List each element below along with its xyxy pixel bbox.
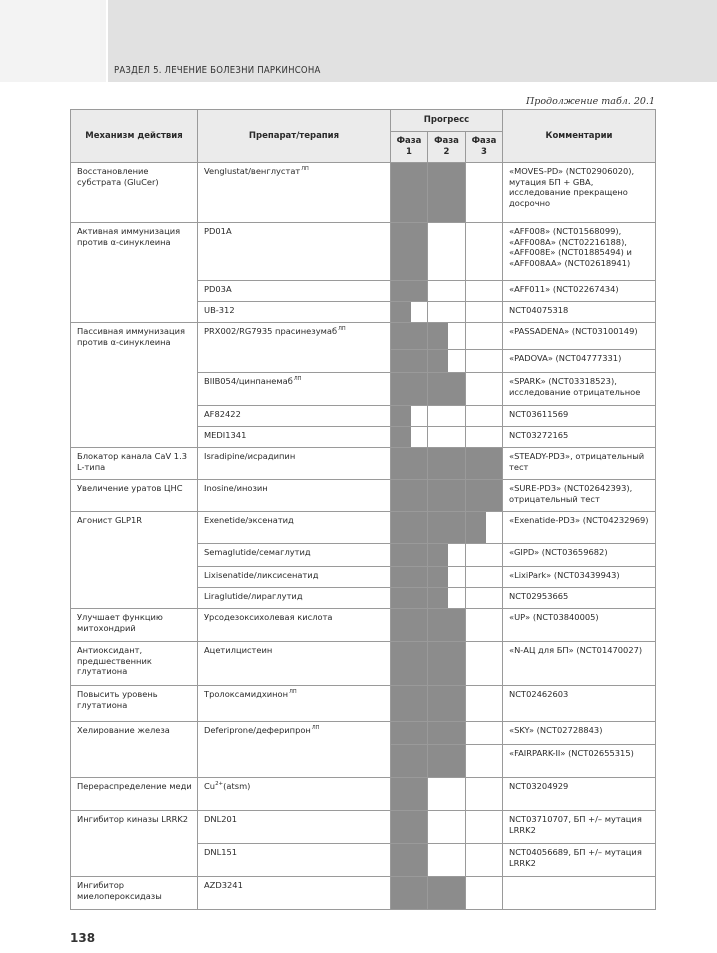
comment-cell: «SURE-PD3» (NCT02642393), отрицательный тест — [503, 480, 656, 512]
table-row — [71, 448, 656, 480]
phase-2-progress-cell — [428, 427, 466, 448]
phase-1-progress-cell — [391, 373, 428, 406]
drug-cell — [198, 223, 391, 281]
phase-2-progress-cell — [428, 302, 466, 323]
drug-name: Cu — [204, 781, 216, 791]
mechanism-cell: Блокатор канала CaV 1.3 L-типа — [71, 448, 198, 480]
table-row — [71, 163, 656, 223]
comment-cell: «PADOVA» (NCT04777331) — [503, 350, 656, 373]
charge-superscript: 2+ — [215, 781, 224, 788]
header-comments: Комментарии — [503, 110, 656, 163]
drug-name: Урсодезоксихолевая кислота — [204, 612, 333, 622]
phase-2-progress-cell — [428, 745, 466, 778]
comment-cell: «SKY» (NCT02728843) — [503, 722, 656, 745]
phase-2-progress-cell — [428, 642, 466, 686]
drug-cell — [198, 448, 391, 480]
table-row — [71, 223, 656, 281]
phase-1-progress-cell — [391, 811, 428, 844]
comment-cell: NCT02462603 — [503, 686, 656, 722]
phase-3-progress-cell — [466, 163, 503, 223]
mechanism-cell: Антиоксидант, предшественник глутатиона — [71, 642, 198, 686]
drug-cell — [198, 844, 391, 877]
comment-cell: «FAIRPARK-II» (NCT02655315) — [503, 745, 656, 778]
mechanism-cell: Активная иммунизация против α-синуклеина — [71, 223, 198, 323]
phase-1-progress-cell — [391, 642, 428, 686]
drug-cell — [198, 778, 391, 811]
phase-2-progress-cell — [428, 223, 466, 281]
phase-1-progress-cell — [391, 778, 428, 811]
drug-cell — [198, 281, 391, 302]
drug-cell — [198, 406, 391, 427]
mechanism-cell: Пассивная иммунизация против α-синуклеина — [71, 323, 198, 448]
phase-3-progress-cell — [466, 302, 503, 323]
phase-3-progress-cell — [466, 844, 503, 877]
phase-1-progress-cell — [391, 877, 428, 910]
phase-3-progress-cell — [466, 373, 503, 406]
phase-3-progress-cell — [466, 350, 503, 373]
comment-cell: «AFF008» (NCT01568099), «AFF008A» (NCT02216188), «AFF008E» (NCT01885494) и «AFF008AA» (NCT02618941) — [503, 223, 656, 281]
header-phase-2: Фаза 2 — [428, 132, 466, 163]
partial-progress-fill — [428, 588, 448, 608]
phase-2-progress-cell — [428, 686, 466, 722]
partial-progress-fill — [466, 512, 486, 543]
phase-1-progress-cell — [391, 512, 428, 544]
clinical-trials-table — [70, 109, 656, 910]
phase-2-progress-cell — [428, 844, 466, 877]
comment-cell — [503, 877, 656, 910]
phase-3-progress-cell — [466, 427, 503, 448]
section-title: РАЗДЕЛ 5. ЛЕЧЕНИЕ БОЛЕЗНИ ПАРКИНСОНА — [114, 65, 321, 76]
phase-1-progress-cell — [391, 544, 428, 567]
drug-name: Liraglutide/лираглутид — [204, 591, 303, 601]
partial-progress-fill — [391, 302, 411, 322]
drug-name: Isradipine/исрадипин — [204, 451, 296, 461]
mechanism-cell: Перераспределение меди — [71, 778, 198, 811]
phase-3-progress-cell — [466, 609, 503, 642]
drug-cell — [198, 163, 391, 223]
phase-2-progress-cell — [428, 480, 466, 512]
drug-mark-superscript: ЛП — [293, 376, 302, 383]
partial-progress-fill — [391, 406, 411, 426]
mechanism-cell: Ингибитор киназы LRRK2 — [71, 811, 198, 877]
phase-1-progress-cell — [391, 163, 428, 223]
phase-3-progress-cell — [466, 877, 503, 910]
drug-cell — [198, 544, 391, 567]
drug-name: PD01A — [204, 226, 232, 236]
phase-1-progress-cell — [391, 722, 428, 745]
drug-name-suffix: (atsm) — [223, 781, 251, 791]
phase-3-progress-cell — [466, 406, 503, 427]
table-body — [71, 163, 656, 910]
phase-3-progress-cell — [466, 223, 503, 281]
phase-2-progress-cell — [428, 609, 466, 642]
phase-1-progress-cell — [391, 588, 428, 609]
drug-name: Lixisenatide/ликсисенатид — [204, 570, 319, 580]
phase-1-progress-cell — [391, 302, 428, 323]
drug-cell — [198, 302, 391, 323]
phase-1-progress-cell — [391, 686, 428, 722]
drug-name: DNL201 — [204, 814, 238, 824]
drug-name: Exenetide/эксенатид — [204, 515, 294, 525]
phase-1-progress-cell — [391, 480, 428, 512]
phase-2-progress-cell — [428, 722, 466, 745]
table-row — [71, 686, 656, 722]
phase-1-progress-cell — [391, 350, 428, 373]
mechanism-cell: Улучшает функцию митохондрий — [71, 609, 198, 642]
phase-2-progress-cell — [428, 448, 466, 480]
header-phase-1: Фаза 1 — [391, 132, 428, 163]
mechanism-cell: Увеличение уратов ЦНС — [71, 480, 198, 512]
comment-cell: NCT03272165 — [503, 427, 656, 448]
phase-2-progress-cell — [428, 406, 466, 427]
partial-progress-fill — [391, 427, 411, 447]
table-row — [71, 877, 656, 910]
phase-2-progress-cell — [428, 350, 466, 373]
phase-2-progress-cell — [428, 281, 466, 302]
phase-3-progress-cell — [466, 448, 503, 480]
table-row — [71, 512, 656, 544]
header-divider — [106, 0, 108, 82]
drug-name: Inosine/инозин — [204, 483, 268, 493]
drug-cell — [198, 642, 391, 686]
mechanism-cell: Агонист GLP1R — [71, 512, 198, 609]
drug-name: PD03A — [204, 284, 232, 294]
drug-cell — [198, 877, 391, 910]
drug-cell — [198, 480, 391, 512]
partial-progress-fill — [428, 350, 448, 372]
phase-2-progress-cell — [428, 811, 466, 844]
table-row — [71, 722, 656, 745]
partial-progress-fill — [428, 567, 448, 587]
drug-mark-superscript: ЛП — [311, 725, 320, 732]
drug-cell — [198, 323, 391, 373]
comment-cell: NCT03611569 — [503, 406, 656, 427]
phase-1-progress-cell — [391, 567, 428, 588]
phase-2-progress-cell — [428, 567, 466, 588]
header-phase-3: Фаза 3 — [466, 132, 503, 163]
header-drug: Препарат/терапия — [198, 110, 391, 163]
drug-name: Ацетилцистеин — [204, 645, 273, 655]
phase-1-progress-cell — [391, 323, 428, 350]
drug-cell — [198, 373, 391, 406]
table-row — [71, 323, 656, 350]
drug-cell — [198, 722, 391, 778]
phase-2-progress-cell — [428, 373, 466, 406]
page-number: 138 — [70, 931, 96, 945]
header-progress: Прогресс — [391, 110, 503, 132]
phase-2-progress-cell — [428, 163, 466, 223]
drug-mark-superscript: ЛП — [338, 326, 346, 333]
table-row — [71, 480, 656, 512]
phase-3-progress-cell — [466, 745, 503, 778]
phase-3-progress-cell — [466, 588, 503, 609]
phase-1-progress-cell — [391, 448, 428, 480]
page-header — [0, 0, 717, 82]
phase-3-progress-cell — [466, 323, 503, 350]
comment-cell: NCT04056689, БП +/– мутация LRRK2 — [503, 844, 656, 877]
drug-name: PRX002/RG7935 прасинезумаб — [204, 326, 338, 336]
phase-1-progress-cell — [391, 223, 428, 281]
comment-cell: NCT04075318 — [503, 302, 656, 323]
comment-cell: «GIPD» (NCT03659682) — [503, 544, 656, 567]
comment-cell: «LixiPark» (NCT03439943) — [503, 567, 656, 588]
drug-name: AF82422 — [204, 409, 241, 419]
comment-cell: «AFF011» (NCT02267434) — [503, 281, 656, 302]
header-corner-block — [0, 0, 106, 82]
drug-name: BIIB054/цинпанемаб — [204, 376, 293, 386]
drug-cell — [198, 686, 391, 722]
table-row — [71, 642, 656, 686]
drug-name: Venglustat/венглустат — [204, 166, 301, 176]
partial-progress-fill — [428, 544, 448, 566]
phase-3-progress-cell — [466, 811, 503, 844]
comment-cell: «MOVES-PD» (NCT02906020), мутация БП + GBA, исследование прекращено досрочно — [503, 163, 656, 223]
phase-3-progress-cell — [466, 722, 503, 745]
comment-cell: «Exenatide-PD3» (NCT04232969) — [503, 512, 656, 544]
comment-cell: NCT03710707, БП +/– мутация LRRK2 — [503, 811, 656, 844]
drug-cell — [198, 811, 391, 844]
drug-name: Semaglutide/семаглутид — [204, 547, 311, 557]
phase-3-progress-cell — [466, 512, 503, 544]
phase-2-progress-cell — [428, 544, 466, 567]
partial-progress-fill — [428, 323, 448, 349]
phase-3-progress-cell — [466, 642, 503, 686]
phase-2-progress-cell — [428, 512, 466, 544]
phase-1-progress-cell — [391, 406, 428, 427]
phase-2-progress-cell — [428, 778, 466, 811]
mechanism-cell: Ингибитор миелопероксидазы — [71, 877, 198, 910]
phase-3-progress-cell — [466, 567, 503, 588]
phase-1-progress-cell — [391, 427, 428, 448]
drug-cell — [198, 567, 391, 588]
phase-2-progress-cell — [428, 323, 466, 350]
phase-3-progress-cell — [466, 778, 503, 811]
drug-name: AZD3241 — [204, 880, 243, 890]
drug-mark-superscript: ЛП — [289, 689, 297, 696]
phase-3-progress-cell — [466, 480, 503, 512]
drug-cell — [198, 427, 391, 448]
drug-name: MEDI1341 — [204, 430, 247, 440]
comment-cell: «STEADY-PD3», отрицательный тест — [503, 448, 656, 480]
phase-2-progress-cell — [428, 877, 466, 910]
drug-mark-superscript: ЛП — [301, 166, 309, 173]
comment-cell: «UP» (NCT03840005) — [503, 609, 656, 642]
drug-name: Тролоксамидхинон — [204, 689, 289, 699]
drug-cell — [198, 588, 391, 609]
phase-1-progress-cell — [391, 609, 428, 642]
drug-cell — [198, 512, 391, 544]
phase-3-progress-cell — [466, 544, 503, 567]
comment-cell: «N-АЦ для БП» (NCT01470027) — [503, 642, 656, 686]
phase-2-progress-cell — [428, 588, 466, 609]
comment-cell: «SPARK» (NCT03318523), исследование отрицательное — [503, 373, 656, 406]
comment-cell: «PASSADENA» (NCT03100149) — [503, 323, 656, 350]
drug-name: Deferiprone/деферипрон — [204, 725, 311, 735]
phase-3-progress-cell — [466, 686, 503, 722]
mechanism-cell: Хелирование железа — [71, 722, 198, 778]
table-row — [71, 778, 656, 811]
drug-cell — [198, 609, 391, 642]
comment-cell: NCT02953665 — [503, 588, 656, 609]
phase-1-progress-cell — [391, 745, 428, 778]
phase-1-progress-cell — [391, 844, 428, 877]
phase-3-progress-cell — [466, 281, 503, 302]
mechanism-cell: Восстановление субстрата (GluCer) — [71, 163, 198, 223]
drug-name: DNL151 — [204, 847, 238, 857]
mechanism-cell: Повысить уровень глутатиона — [71, 686, 198, 722]
comment-cell: NCT03204929 — [503, 778, 656, 811]
table-continuation-note: Продолжение табл. 20.1 — [525, 96, 655, 107]
phase-1-progress-cell — [391, 281, 428, 302]
drug-name: UB-312 — [204, 305, 235, 315]
table-row — [71, 609, 656, 642]
header-mechanism: Механизм действия — [71, 110, 198, 163]
table-row — [71, 811, 656, 844]
